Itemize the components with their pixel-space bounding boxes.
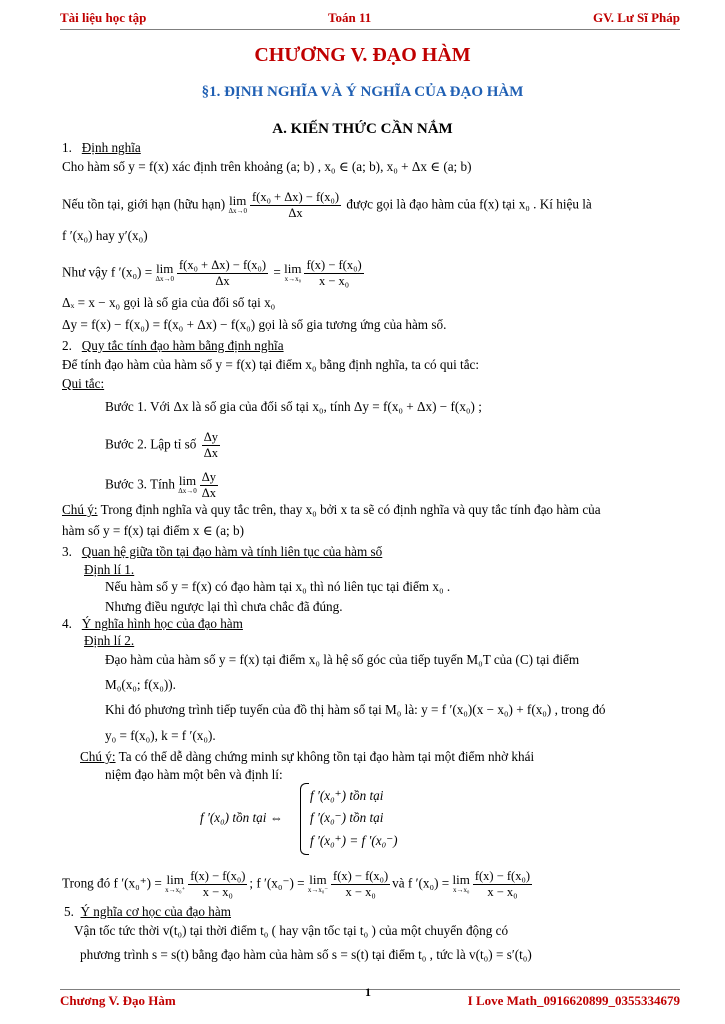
s4-note-line1 (80, 748, 534, 766)
s1-num: 1. (62, 140, 72, 155)
limit-dx-2 (155, 260, 174, 285)
chapter-title: CHƯƠNG V. ĐẠO HÀM (254, 44, 471, 66)
lim-text: lim (229, 192, 247, 208)
fraction-increment-2 (177, 258, 268, 289)
s5-line1: Vận tốc tức thời v(t₀) tại thời điểm t₀ ( hay vận tốc tại t₀ ) của một chuyển động có (74, 923, 509, 938)
s1-line3: f ′(x₀) hay y′(x₀) (62, 228, 148, 243)
page-number: 1 (365, 985, 371, 999)
section-a-title: A. KIẾN THỨC CẦN NẮM (272, 121, 453, 137)
s1-line2 (62, 190, 592, 221)
where-b: ; f ′(x₀⁻) = (249, 875, 305, 891)
s1-line6: Δy = f(x) − f(x₀) = f(x₀ + Δx) − f(x₀) gọi là số gia tương ứng của hàm số. (62, 317, 447, 332)
s3-heading-text: Quan hệ giữa tồn tại đạo hàm và tính liên tục của hàm số (81, 544, 383, 559)
header-center: Toán 11 (328, 10, 372, 25)
lesson-title: §1. ĐỊNH NGHĨA VÀ Ý NGHĨA CỦA ĐẠO HÀM (201, 84, 524, 100)
footer-right: I Love Math_0916620899_0355334679 (467, 993, 680, 1008)
s2-step2 (105, 430, 222, 461)
limit-dx-3 (178, 472, 197, 497)
s2-step3 (105, 470, 220, 501)
s3-theorem: Định lí 1. (84, 562, 135, 577)
frac-num: f(x) − f(x₀) (333, 869, 389, 883)
fraction-left (331, 869, 390, 900)
s4-heading-text: Ý nghĩa hình học của đạo hàm (81, 616, 243, 631)
page-footer (60, 985, 680, 1015)
s2-line1: Để tính đạo hàm của hàm số y = f(x) tại điểm x₀ bằng định nghĩa, ta có qui tắc: (62, 357, 480, 372)
s1-line4 (62, 258, 366, 289)
lim-sub: x→x₀ (284, 274, 302, 283)
s4-note-line2: niệm đạo hàm một bên và định lí: (105, 767, 283, 782)
lim-sub: Δx→0 (155, 274, 174, 283)
s4-num: 4. (62, 616, 72, 631)
frac-den: x − x₀ (318, 274, 350, 288)
equals: = (273, 264, 281, 280)
s2-num: 2. (62, 338, 72, 353)
s4-note-text1: Ta có thể dễ dàng chứng minh sự không tồn tại đạo hàm tại một điểm nhờ khái (115, 749, 535, 764)
s5-num: 5. (64, 904, 74, 919)
s2-note-line2: hàm số y = f(x) tại điểm x ∈ (a; b) (62, 523, 244, 538)
fraction-ratio (202, 430, 220, 461)
system-row1: f ′(x₀⁺) tồn tại (310, 788, 384, 803)
s4-line2: M₀(x₀; f(x₀)). (105, 677, 176, 692)
lim-sub: Δx→0 (228, 206, 247, 215)
s2-note-line1 (62, 501, 601, 519)
frac-num: f(x) − f(x₀) (474, 869, 530, 883)
frac-den: x − x₀ (202, 885, 233, 899)
s2-heading (62, 337, 284, 355)
frac-num: f(x₀ + Δx) − f(x₀) (252, 190, 340, 204)
s2-step3-text: Bước 3. Tính (105, 476, 175, 492)
where-a: Trong đó f ′(x₀⁺) = (62, 875, 162, 891)
frac-num: Δy (201, 470, 217, 484)
s1-line1: Cho hàm số y = f(x) xác định trên khoảng (a; b) , x₀ ∈ (a; b), x₀ + Δx ∈ (a; b) (62, 159, 472, 174)
lim-text: lim (166, 871, 184, 887)
frac-den: Δx (201, 486, 217, 500)
s1-line5: Δₓ = x − x₀ gọi là số gia của đối số tại x₀ (62, 295, 276, 310)
header-rule (60, 29, 680, 30)
s4-theorem: Định lí 2. (84, 633, 135, 648)
lim-text: lim (284, 260, 302, 276)
s3-line1: Nếu hàm số y = f(x) có đạo hàm tại x₀ thì nó liên tục tại điểm x₀ . (105, 579, 451, 594)
fraction-increment (250, 190, 341, 221)
limit-x0-plus (165, 871, 186, 896)
limit-x0 (284, 260, 302, 285)
s5-heading-text: Ý nghĩa cơ học của đạo hàm (80, 904, 232, 919)
s2-note-text1: Trong định nghĩa và quy tắc trên, thay x₀ bởi x ta sẽ có định nghĩa và quy tắc tính đạo hàm của (97, 502, 601, 517)
s1-heading (62, 139, 141, 157)
s5-line2: phương trình s = s(t) bằng đạo hàm của hàm số s = s(t) tại điểm t₀ , tức là v(t₀) = s′(t₀) (80, 947, 532, 962)
s3-num: 3. (62, 544, 72, 559)
s4-line4: y₀ = f(x₀), k = f ′(x₀). (105, 728, 216, 743)
frac-den: x − x₀ (345, 885, 376, 899)
system-row2: f ′(x₀⁻) tồn tại (310, 810, 384, 825)
s1-line4a: Như vậy f ′(x₀) = (62, 264, 153, 280)
s4-note-label: Chú ý: (80, 749, 116, 764)
s2-rule-label: Qui tắc: (62, 376, 105, 391)
frac-num: f(x) − f(x₀) (306, 258, 362, 272)
lim-text: lim (178, 472, 197, 488)
s1-line2a: Nếu tồn tại, giới hạn (hữu hạn) (62, 196, 226, 212)
fraction-full (473, 869, 532, 900)
lim-sub: Δx→0 (178, 486, 197, 495)
frac-num: Δy (203, 430, 218, 444)
system-row3: f ′(x₀⁺) = f ′(x₀⁻) (310, 833, 398, 848)
frac-den: x − x₀ (487, 885, 518, 899)
system-brace (300, 783, 309, 855)
where-c: và f ′(x₀) = (392, 875, 450, 891)
fraction-right (188, 869, 247, 900)
frac-den: Δx (215, 274, 230, 288)
limit-dx-1 (228, 192, 247, 217)
fraction-diff (304, 258, 363, 289)
frac-den: Δx (203, 446, 218, 460)
s4-heading (62, 615, 243, 633)
s5-heading (64, 903, 231, 921)
s4-line3: Khi đó phương trình tiếp tuyến của đồ thị hàm số tại M₀ là: y = f ′(x₀)(x − x₀) + f(x₀) , trong đó (105, 702, 606, 717)
page-header (60, 10, 680, 30)
system-left: f ′(x₀) tồn tại ⇔ (200, 810, 283, 825)
s3-line2: Nhưng điều ngược lại thì chưa chắc đã đúng. (105, 599, 343, 614)
footer-left: Chương V. Đạo Hàm (60, 993, 176, 1008)
s2-heading-text: Quy tắc tính đạo hàm bằng định nghĩa (81, 338, 284, 353)
lim-sub: x→x₀⁻ (307, 885, 329, 894)
s3-heading (62, 543, 382, 561)
s1-line2b: được gọi là đạo hàm của f(x) tại x₀ . Kí hiệu là (346, 196, 592, 212)
lim-text: lim (452, 871, 470, 887)
s4-line1: Đạo hàm của hàm số y = f(x) tại điểm x₀ là hệ số góc của tiếp tuyến M₀T của (C) tại điểm (105, 652, 580, 667)
lim-text: lim (309, 871, 327, 887)
s1-heading-text: Định nghĩa (81, 140, 141, 155)
header-right: GV. Lư Sĩ Pháp (592, 10, 680, 25)
header-left: Tài liệu học tập (60, 10, 147, 25)
limit-x0-full (452, 871, 470, 896)
fraction-ratio-2 (200, 470, 218, 501)
frac-num: f(x) − f(x₀) (190, 869, 246, 883)
lim-text: lim (156, 260, 174, 276)
lim-sub: x→x₀⁺ (165, 885, 186, 894)
limit-x0-minus (307, 871, 329, 896)
frac-num: f(x₀ + Δx) − f(x₀) (179, 258, 267, 272)
frac-den: Δx (288, 206, 303, 220)
s4-where-line (62, 869, 534, 900)
lim-sub: x→x₀ (452, 885, 470, 894)
s2-note-label: Chú ý: (62, 502, 98, 517)
s2-step1: Bước 1. Với Δx là số gia của đối số tại x₀, tính Δy = f(x₀ + Δx) − f(x₀) ; (105, 399, 482, 414)
s2-step2-text: Bước 2. Lập tỉ số (105, 436, 197, 452)
